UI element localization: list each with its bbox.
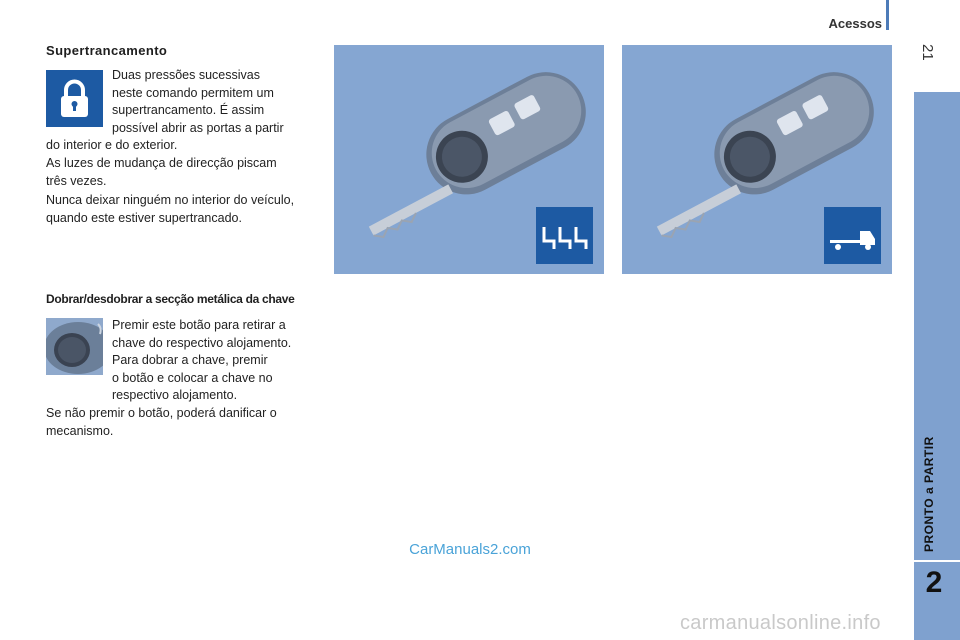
paragraph-hazard-lights <box>46 155 277 190</box>
paragraph-warning <box>46 192 294 227</box>
watermark-carmanuals2: CarManuals2.com <box>409 541 531 558</box>
paragraph-key-fold <box>112 352 273 405</box>
three-seats-icon <box>536 207 593 264</box>
paragraph-key-warning <box>46 405 277 440</box>
key-fob-photo-chassis <box>622 45 892 274</box>
key-fob-photo-seats <box>334 45 604 274</box>
text-line: Duas pressões sucessivas <box>112 68 260 82</box>
section-title-key-blade: Dobrar/desdobrar a secção metálica da chave <box>46 292 295 306</box>
paragraph-supertrancamento-1 <box>112 67 284 137</box>
text-line: chave do respectivo alojamento. <box>112 335 292 350</box>
text-line: neste comando permitem um <box>112 85 274 100</box>
text-line: o botão e colocar a chave no <box>112 370 273 385</box>
text-line: As luzes de mudança de direcção piscam <box>46 156 277 170</box>
text-line: do interior e do exterior. <box>46 138 178 152</box>
chassis-cab-icon <box>824 207 881 264</box>
text-line: Nunca deixar ninguém no interior do veículo, <box>46 193 295 207</box>
chapter-tab-label: PRONTO a PARTIR <box>922 436 936 552</box>
text-line: respectivo alojamento. <box>112 388 238 402</box>
text-line: supertrancamento. É assim <box>112 103 265 117</box>
page-number: 21 <box>919 44 936 61</box>
paragraph-key-release <box>112 317 291 352</box>
text-line: quando este estiver supertrancado. <box>46 210 242 225</box>
text-line: possível abrir as portas a partir <box>112 120 284 135</box>
watermark-carmanualsonline: carmanualsonline.info <box>680 612 881 634</box>
section-header: Acessos <box>828 16 882 31</box>
key-button-icon <box>46 318 103 375</box>
text-line: Para dobrar a chave, premir <box>112 353 268 367</box>
text-line: três vezes. <box>46 173 107 188</box>
padlock-icon <box>46 70 103 127</box>
section-title-supertrancamento: Supertrancamento <box>46 43 168 58</box>
chapter-tab <box>914 92 960 560</box>
text-line: Premir este botão para retirar a <box>112 318 286 332</box>
text-line: mecanismo. <box>46 423 114 438</box>
text-line: Se não premir o botão, poderá danificar o <box>46 406 277 420</box>
header-rule <box>886 0 889 30</box>
chapter-number: 2 <box>925 566 943 599</box>
